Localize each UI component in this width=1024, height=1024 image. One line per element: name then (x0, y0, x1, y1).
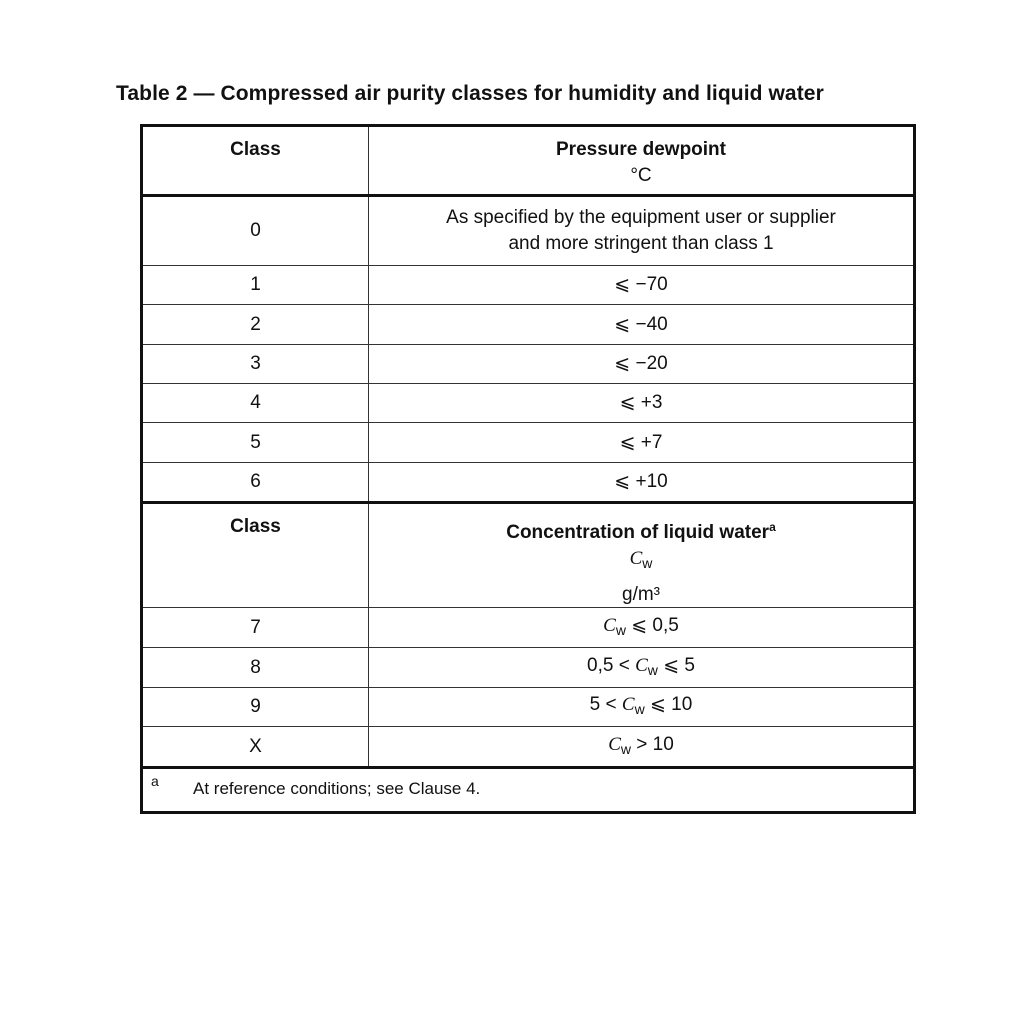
class-cell: 6 (143, 463, 369, 501)
dewpoint-header-title: Pressure dewpoint (556, 139, 726, 160)
footnote-text: At reference conditions; see Clause 4. (193, 779, 481, 798)
footnote-mark: a (151, 773, 159, 789)
liquid-water-header-row (143, 504, 913, 608)
class-cell: 7 (143, 608, 369, 647)
table-row (143, 197, 913, 266)
table-row (143, 648, 913, 688)
dewpoint-cell: ⩽ +10 (614, 471, 668, 492)
dewpoint-cell: ⩽ +7 (619, 431, 663, 453)
table-row (143, 608, 913, 648)
class-cell: 3 (143, 345, 369, 383)
table-footnote (143, 769, 913, 811)
table-row (143, 463, 913, 504)
dewpoint-cell: ⩽ −20 (614, 353, 668, 374)
table-row (143, 688, 913, 727)
footnote-reference: a (769, 520, 776, 534)
table-row (143, 423, 913, 463)
dewpoint-header-row (143, 127, 913, 197)
class-cell: 2 (143, 305, 369, 344)
class-cell: 4 (143, 384, 369, 422)
concentration-cell: $C_w$ ⩽ 0,5 (603, 614, 679, 638)
class-header (143, 127, 369, 194)
liquid-water-header (369, 504, 913, 607)
liquid-water-symbol: $C_w$ (629, 548, 653, 571)
dewpoint-header-unit: °C (630, 165, 652, 186)
table-row (143, 727, 913, 769)
concentration-cell: $5 < C_w$ ⩽ 10 (589, 694, 693, 717)
dewpoint-cell: ⩽ +3 (619, 392, 663, 413)
class-cell: X (143, 727, 369, 766)
class-header-label: Class (230, 516, 281, 537)
class-cell: 8 (143, 648, 369, 687)
purity-class-table (140, 124, 916, 814)
class-header-label: Class (230, 139, 281, 160)
class-cell: 1 (143, 266, 369, 304)
table-row (143, 305, 913, 345)
liquid-water-header-title: Concentration of liquid water$^a$ (506, 520, 776, 543)
class-header (143, 504, 369, 607)
dewpoint-cell: As specified by the equipment user or supplier and more stringent than class 1 (446, 207, 836, 254)
class-cell: 5 (143, 423, 369, 462)
dewpoint-cell: ⩽ −70 (614, 274, 668, 295)
table-caption: Table 2 — Compressed air purity classes for humidity and liquid water (116, 82, 824, 105)
table-row (143, 384, 913, 423)
dewpoint-cell: ⩽ −40 (614, 313, 668, 335)
dewpoint-header (369, 127, 913, 194)
concentration-cell: $0,5 < C_w$ ⩽ 5 (587, 654, 695, 678)
concentration-cell: $C_w > 10$ (608, 733, 674, 757)
table-row (143, 266, 913, 305)
table-row (143, 345, 913, 384)
liquid-water-unit: g/m³ (622, 584, 660, 605)
class-cell: 0 (143, 197, 369, 265)
class-cell: 9 (143, 688, 369, 726)
